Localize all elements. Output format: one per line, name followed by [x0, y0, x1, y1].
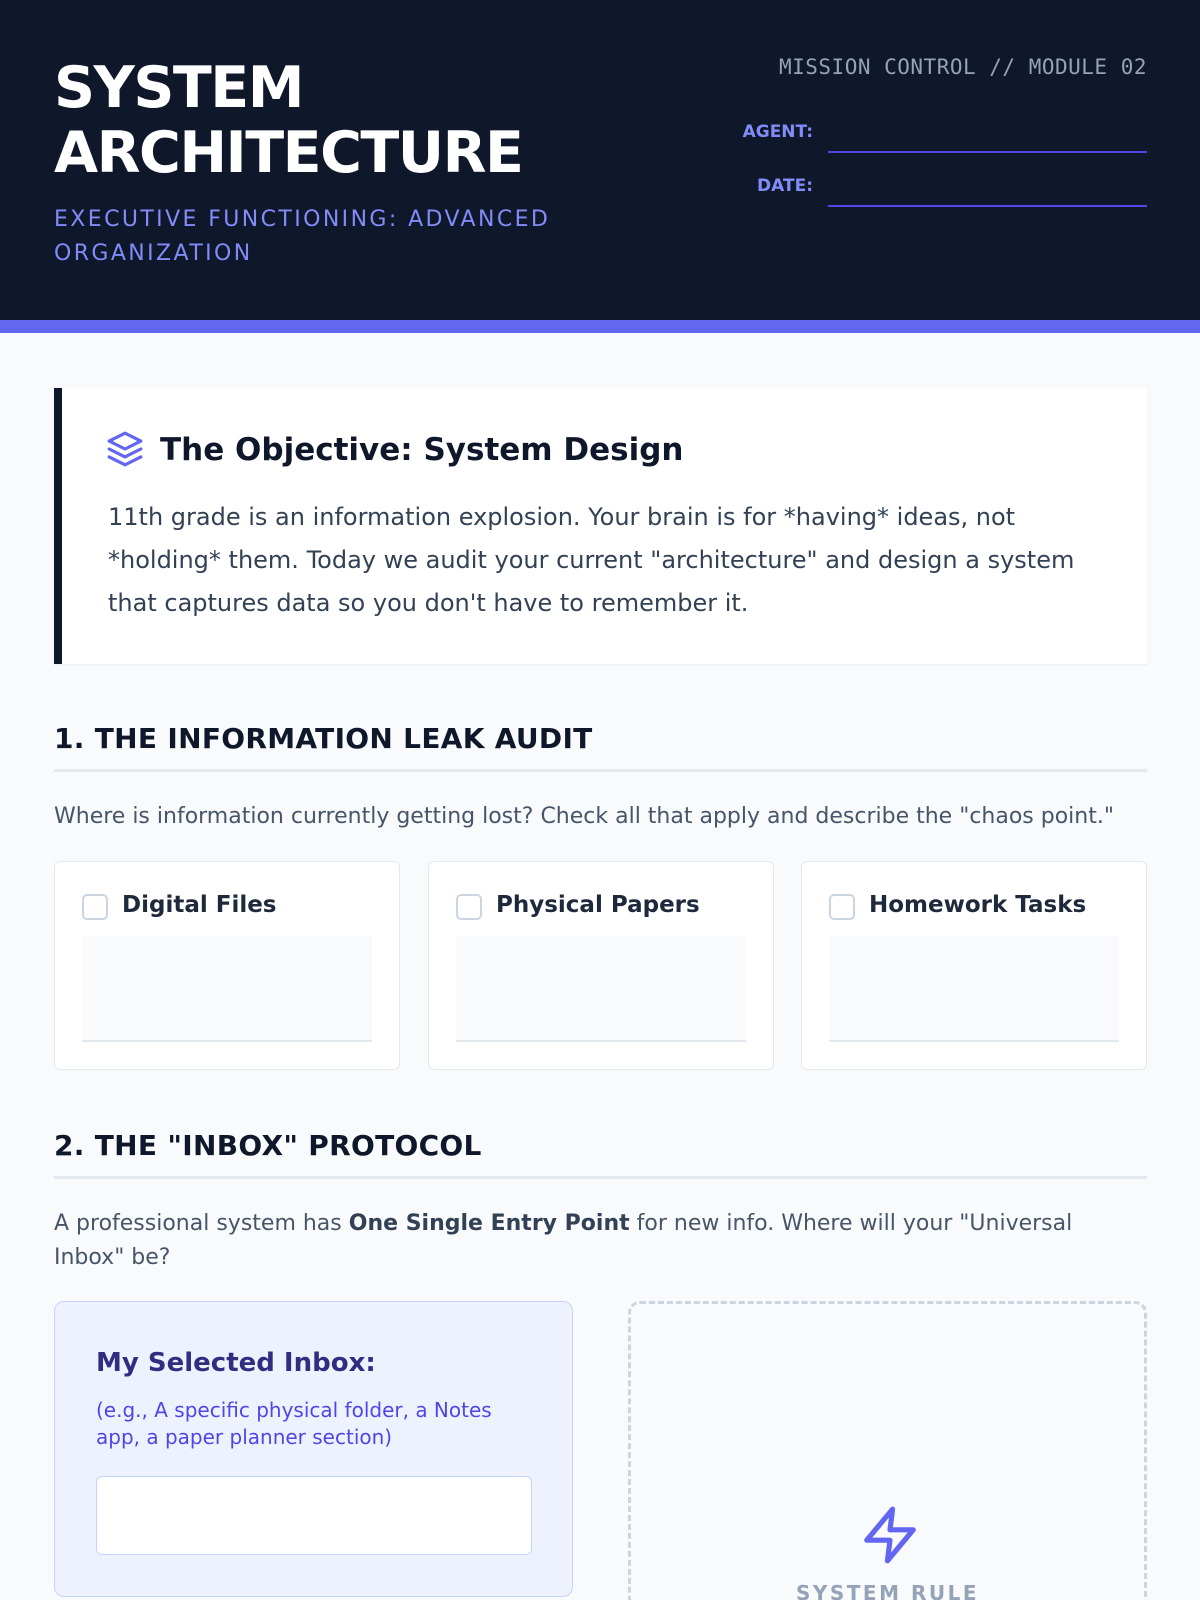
leak-card-physical-papers — [428, 861, 774, 1070]
section-1-description: Where is information currently getting lost? Check all that apply and describe the "chaos point." — [54, 804, 1114, 829]
leak-card-label: Digital Files — [122, 892, 277, 918]
desc-emphasis: One Single Entry Point — [348, 1211, 630, 1236]
agent-label: AGENT: — [742, 122, 813, 142]
section-2-description — [54, 1207, 1147, 1275]
leak-card-homework-tasks — [801, 861, 1147, 1070]
digital-files-description-box[interactable] — [82, 936, 372, 1042]
inbox-input[interactable] — [96, 1476, 532, 1555]
physical-papers-checkbox[interactable] — [456, 894, 482, 920]
layers-icon — [106, 430, 144, 468]
leak-card-digital-files — [54, 861, 400, 1070]
lightning-bolt-icon — [859, 1504, 921, 1566]
homework-tasks-description-box[interactable] — [829, 936, 1119, 1042]
leak-card-label: Physical Papers — [496, 892, 700, 918]
system-rule-card — [628, 1301, 1147, 1600]
section-2-title: 2. THE "INBOX" PROTOCOL — [54, 1129, 1147, 1179]
page-header — [0, 0, 1200, 320]
date-label: DATE: — [757, 176, 813, 196]
agent-field[interactable] — [828, 125, 1147, 153]
digital-files-checkbox[interactable] — [82, 894, 108, 920]
desc-text: A professional system has — [54, 1211, 349, 1236]
leak-card-label: Homework Tasks — [869, 892, 1087, 918]
date-field[interactable] — [828, 179, 1147, 207]
physical-papers-description-box[interactable] — [456, 936, 746, 1042]
inbox-hint: (e.g., A specific physical folder, a Notes app, a paper planner section) — [96, 1398, 492, 1449]
homework-tasks-checkbox[interactable] — [829, 894, 855, 920]
page-title: SYSTEM ARCHITECTURE — [54, 55, 523, 186]
selected-inbox-card — [54, 1301, 573, 1597]
system-rule-label: SYSTEM RULE — [795, 1581, 979, 1600]
objective-card — [54, 388, 1147, 664]
objective-title: The Objective: System Design — [160, 432, 684, 468]
module-code: MISSION CONTROL // MODULE 02 — [778, 55, 1147, 79]
inbox-title: My Selected Inbox: — [96, 1348, 376, 1378]
objective-body: 11th grade is an information explosion. Your brain is for *having* ideas, not *holding* them. Today we audit your current "architecture" and design a system that captures data so you don't have to remember it. — [108, 503, 1075, 617]
desc-text: for new info. Where will your "Universal Inbox" be? — [54, 1211, 1073, 1270]
header-accent-bar — [0, 320, 1200, 333]
section-1-title: 1. THE INFORMATION LEAK AUDIT — [54, 722, 1147, 772]
page-subtitle: EXECUTIVE FUNCTIONING: ADVANCED ORGANIZATION — [54, 207, 551, 266]
